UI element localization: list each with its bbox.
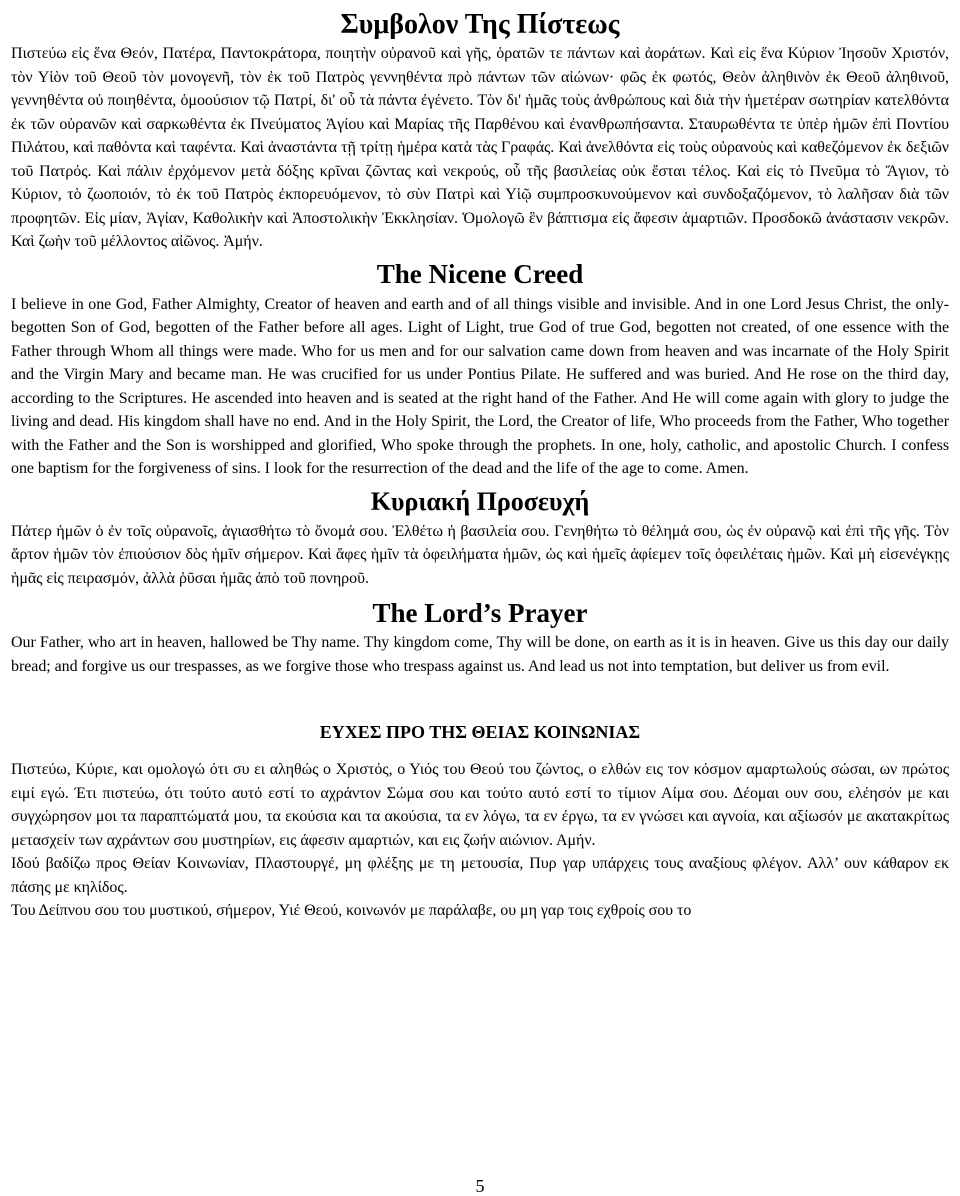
document-page [11, 0, 949, 923]
communion-paragraph: Πιστεύω, Κύριε, και ομολογώ ότι συ ει αληθώς ο Χριστός, ο Υιός του Θεού του ζώντος, ο ελθών εις τον κόσμον αμαρτωλούς σώσαι, ων πρώτος ειμί εγώ. Έτι πιστεύω, ότι τούτο αυτό εστί το αχράντον Σώμα σου και τούτο αυτό εστί το τίμιον Αίμα σου. Δέομαι ουν σου, ελέησόν με και συγχώρησον μοι τα παραπτώματά μου, τα εκούσια και τα ακούσια, τα εν λόγω, τα εν έργω, τα εν γνώσει και αγνοία, και αξίωσόν με ακατακρίτως μετασχείν των αχράντων σου μυστηρίων, εις άφεσιν αμαρτιών, και εις ζωήν αιώνιον. Αμήν. [11, 761, 949, 849]
greek-creed-title: Συμβολον Της Πίστεως [340, 9, 620, 40]
english-prayer-text: Our Father, who art in heaven, hallowed be Thy name. Thy kingdom come, Thy will be done, on earth as it is in heaven. Give us this day our daily bread; and forgive us our trespasses, as we forgive those who trespass against us. And lead us not into temptation, but deliver us from evil. [11, 634, 949, 675]
english-creed-title: The Nicene Creed [376, 258, 584, 289]
english-prayer-title: The Lord’s Prayer [372, 598, 588, 628]
communion-paragraph: Του Δείπνου σου του μυστικού, σήμερον, Υιέ Θεού, κοινωνόν με παράλαβε, ου μη γαρ τοις εχθροίς σου το [11, 902, 692, 919]
greek-prayer-title: Κυριακή Προσευχή [370, 486, 590, 516]
communion-paragraph: Ιδού βαδίζω προς Θείαν Κοινωνίαν, Πλαστουργέ, μη φλέξης με τη μετουσία, Πυρ γαρ υπάρχεις τους αναξίους φλέγον. Αλλ’ ουν κάθαρον εκ πάσης με κηλίδος. [11, 855, 949, 896]
english-creed-text: I believe in one God, Father Almighty, Creator of heaven and earth and of all things visible and invisible. And in one Lord Jesus Christ, the only-begotten Son of God, begotten of the Father before all ages. Light of Light, true God of true God, begotten not created, of one essence with the Father through Whom all things were made. Who for us men and for our salvation came down from heaven and was incarnate of the Holy Spirit and the Virgin Mary and became man. He was crucified for us under Pontius Pilate. He suffered and was buried. And He rose on the third day, according to the Scriptures. He ascended into heaven and is seated at the right hand of the Father. And He will come again with glory to judge the living and dead. His kingdom shall have no end. And in the Holy Spirit, the Lord, the Creator of life, Who proceeds from the Father, Who together with the Father and the Son is worshipped and glorified, Who spoke through the prophets. In one, holy, catholic, and apostolic Church. I confess one baptism for the forgiveness of sins. I look for the resurrection of the dead and the life of the age to come. Amen. [11, 295, 949, 477]
greek-prayer-text: Πάτερ ἡμῶν ὁ ἐν τοῖς οὐρανοῖς, ἁγιασθήτω τὸ ὄνομά σου. Ἐλθέτω ἡ βασιλεία σου. Γενηθήτω τὸ θέλημά σου, ὡς ἐν οὐρανῷ καὶ ἐπὶ τῆς γῆς. Τὸν ἄρτον ἡμῶν τὸν ἐπιούσιον δὸς ἡμῖν σήμερον. Καὶ ἄφες ἡμῖν τὰ ὀφειλήματα ἡμῶν, ὡς καὶ ἡμεῖς ἀφίεμεν τοῖς ὀφειλέταις ἡμῶν. Καὶ μὴ εἰσενέγκῃς ἡμᾶς εἰς πειρασμόν, ἀλλὰ ῥῦσαι ἡμᾶς ἀπὸ τοῦ πονηροῦ. [11, 522, 949, 587]
page-number: 5 [475, 1176, 485, 1196]
greek-creed-text: Πιστεύω εἰς ἕνα Θεόν, Πατέρα, Παντοκράτορα, ποιητὴν οὐρανοῦ καὶ γῆς, ὁρατῶν τε πάντων καὶ ἀοράτων. Καὶ εἰς ἕνα Κύριον Ἰησοῦν Χριστόν, τὸν Υἱὸν τοῦ Θεοῦ τὸν μονογενῆ, τὸν ἐκ τοῦ Πατρὸς γεννηθέντα πρὸ πάντων τῶν αἰώνων· φῶς ἐκ φωτός, Θεὸν ἀληθινὸν ἐκ Θεοῦ ἀληθινοῦ, γεννηθέντα οὐ ποιηθέντα, ὁμοούσιον τῷ Πατρί, δι' οὗ τὰ πάντα ἐγένετο. Τὸν δι' ἡμᾶς τοὺς ἀνθρώπους καὶ διὰ τὴν ἡμετέραν σωτηρίαν κατελθόντα ἐκ τῶν οὐρανῶν καὶ σαρκωθέντα ἐκ Πνεύματος Ἁγίου καὶ Μαρίας τῆς Παρθένου καὶ ἐνανθρωπήσαντα. Σταυρωθέντα τε ὑπὲρ ἡμῶν ἐπὶ Ποντίου Πιλάτου, καὶ παθόντα καὶ ταφέντα. Καὶ ἀναστάντα τῇ τρίτῃ ἡμέρα κατὰ τὰς Γραφάς. Καὶ ἀνελθόντα εἰς τοὺς οὐρανοὺς καὶ καθεζόμενον ἐκ δεξιῶν τοῦ Πατρός. Καὶ πάλιν ἐρχόμενον μετὰ δόξης κρῖναι ζῶντας καὶ νεκρούς, οὗ τῆς βασιλείας οὐκ ἔσται τέλος. Καὶ εἰς τὸ Πνεῦμα τὸ Ἅγιον, τὸ Κύριον, τὸ ζωοποιόν, τὸ ἐκ τοῦ Πατρὸς ἐκπορευόμενον, τὸ σὺν Πατρὶ καὶ Υἱῷ συμπροσκυνούμενον καὶ συνδοξαζόμενον, τὸ λαλῆσαν διὰ τῶν προφητῶν. Εἰς μίαν, Ἁγίαν, Καθολικὴν καὶ Ἀποστολικὴν Ἐκκλησίαν. Ὁμολογῶ ἓν βάπτισμα εἰς ἄφεσιν ἁμαρτιῶν. Προσδοκῶ ἀνάστασιν νεκρῶν. Καὶ ζωὴν τοῦ μέλλοντος αἰῶνος. Ἀμήν. [11, 45, 949, 250]
communion-prayers-title: ΕΥΧΕΣ ΠΡΟ ΤΗΣ ΘΕΙΑΣ ΚΟΙΝΩΝΙΑΣ [319, 722, 641, 742]
